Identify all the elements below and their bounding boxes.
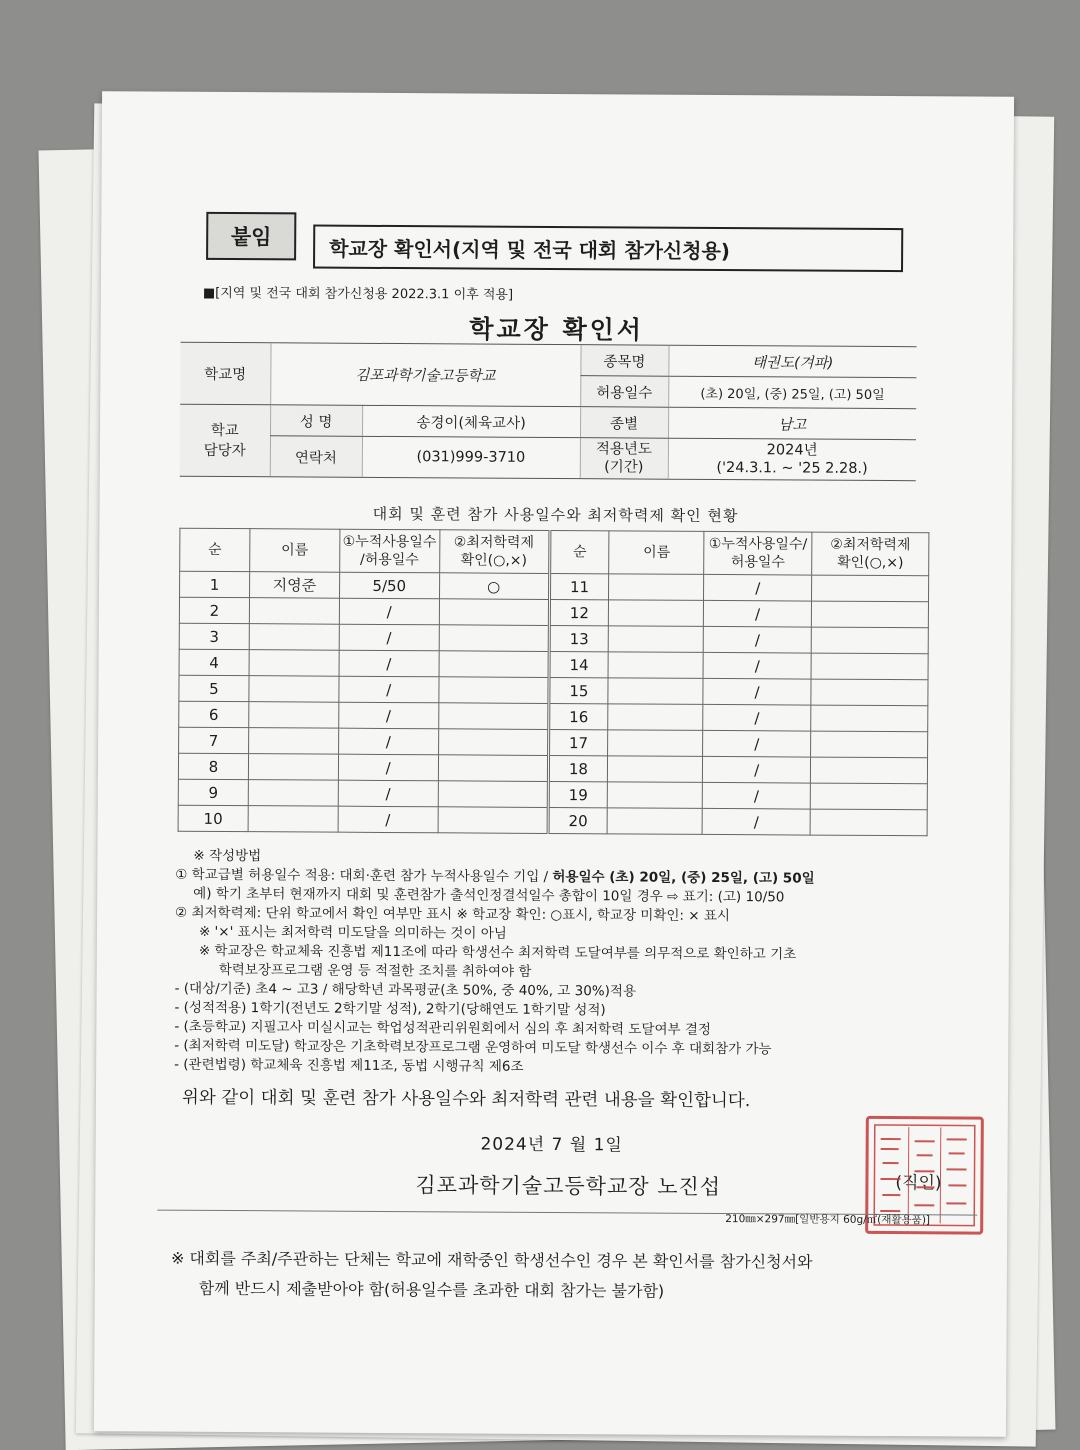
cell-name bbox=[608, 704, 703, 731]
cell-name bbox=[609, 574, 704, 601]
gender-label: 종별 bbox=[580, 407, 668, 439]
cell-no: 14 bbox=[549, 651, 609, 677]
contact-value: (031)999-3710 bbox=[362, 436, 580, 478]
cell-check: ○ bbox=[439, 573, 549, 600]
col-name-2: 이름 bbox=[609, 531, 704, 575]
col-name: 이름 bbox=[250, 529, 340, 573]
cell-days: / bbox=[704, 600, 812, 627]
cell-check bbox=[439, 625, 549, 652]
cell-name bbox=[608, 756, 703, 783]
instruction-4-cont: 학력보장프로그램 운영 등 적절한 조치를 취하여야 함 bbox=[218, 961, 532, 980]
cell-name bbox=[249, 702, 339, 729]
cell-days: / bbox=[702, 808, 810, 835]
seal-label: (직인) bbox=[895, 1173, 942, 1194]
cell-no: 10 bbox=[178, 805, 248, 831]
col-check-2: ②최저학력제 확인(○,×) bbox=[812, 532, 929, 576]
cell-check bbox=[438, 781, 548, 808]
cell-days: / bbox=[338, 702, 438, 729]
year-value: 2024년 bbox=[766, 442, 818, 459]
cell-check bbox=[438, 703, 548, 730]
cell-name bbox=[609, 626, 704, 653]
event-label: 종목명 bbox=[580, 345, 668, 377]
cell-check bbox=[811, 601, 928, 628]
instruction-1-example: 예) 학기 초부터 현재까지 대회 및 훈련참가 출석인정결석일수 총합이 10일 경우 ⇨ 표기: (고) 10/50 bbox=[193, 885, 785, 906]
manager-name: 송경이(체육교사) bbox=[362, 405, 580, 437]
cell-no: 2 bbox=[179, 597, 249, 623]
cell-check bbox=[812, 575, 929, 602]
cell-no: 16 bbox=[548, 703, 608, 729]
paper-size-note: 210㎜×297㎜[일반용지 60g/㎡(재활용품)] bbox=[725, 1213, 931, 1227]
detail-1: - (대상/기준) 초4 ~ 고3 / 해당학년 과목평균(초 50%, 중 40%, 고 30%)적용 bbox=[174, 980, 637, 1000]
cell-check bbox=[811, 627, 928, 654]
status-table bbox=[178, 528, 930, 837]
allowed-days-label: 허용일수 bbox=[580, 376, 668, 408]
cell-no: 5 bbox=[179, 675, 249, 701]
cell-name bbox=[249, 676, 339, 703]
cell-check bbox=[438, 729, 548, 756]
cell-check bbox=[438, 755, 548, 782]
cell-name bbox=[248, 754, 338, 781]
cell-days: / bbox=[339, 676, 439, 703]
cell-no: 19 bbox=[548, 781, 608, 807]
year-cell bbox=[668, 438, 916, 481]
cell-days: / bbox=[338, 728, 438, 755]
status-section-title: 대회 및 훈련 참가 사용일수와 최저학력제 확인 현황 bbox=[372, 504, 739, 526]
cell-days: / bbox=[704, 574, 812, 601]
instruction-4: ※ 학교장은 학교체육 진흥법 제11조에 따라 학생선수 최저학력 도달여부를 의무적으로 확인하고 기초 bbox=[198, 942, 797, 963]
allowed-days-value: (초) 20일, (중) 25일, (고) 50일 bbox=[668, 376, 916, 409]
period-value: ('24.3.1. ~ '25 2.28.) bbox=[716, 459, 868, 477]
cell-days: / bbox=[702, 782, 810, 809]
cell-check bbox=[811, 653, 928, 680]
cell-check bbox=[438, 807, 548, 834]
school-value: 김포과학기술고등학교 bbox=[270, 343, 580, 407]
cell-name bbox=[248, 728, 338, 755]
cell-name bbox=[608, 678, 703, 705]
cell-no: 20 bbox=[548, 807, 608, 833]
cell-days: / bbox=[339, 624, 439, 651]
contact-label: 연락처 bbox=[270, 436, 362, 478]
detail-5: - (관련법령) 학교체육 진흥법 제11조, 동법 시행규칙 제6조 bbox=[174, 1056, 524, 1075]
confirmation-statement: 위와 같이 대회 및 훈련 참가 사용일수와 최저학력 관련 내용을 확인합니다. bbox=[181, 1087, 751, 1112]
cell-days: / bbox=[703, 756, 811, 783]
header-title: 학교장 확인서(지역 및 전국 대회 참가신청용) bbox=[313, 225, 903, 273]
event-value: 태권도(겨파) bbox=[668, 345, 916, 378]
cell-no: 4 bbox=[179, 649, 249, 675]
cell-no: 7 bbox=[179, 727, 249, 753]
cell-days: / bbox=[703, 678, 811, 705]
col-no: 순 bbox=[180, 528, 250, 571]
cell-no: 9 bbox=[178, 779, 248, 805]
cell-no: 11 bbox=[549, 573, 609, 599]
cell-check bbox=[810, 783, 927, 810]
cell-name bbox=[608, 730, 703, 757]
cell-check bbox=[810, 757, 927, 784]
principal-name: 김포과학기술고등학교장 노진섭 bbox=[415, 1173, 722, 1200]
gender-value: 남고 bbox=[668, 407, 916, 440]
cell-days: / bbox=[338, 754, 438, 781]
cell-no: 12 bbox=[549, 599, 609, 625]
cell-no: 15 bbox=[548, 677, 608, 703]
cell-days: / bbox=[338, 806, 438, 833]
manager-label: 학교 담당자 bbox=[180, 404, 270, 477]
cell-no: 3 bbox=[179, 623, 249, 649]
issue-date: 2024년 7 월 1일 bbox=[480, 1134, 623, 1156]
cell-name bbox=[608, 782, 703, 809]
cell-days: / bbox=[703, 652, 811, 679]
instructions-title: ※ 작성방법 bbox=[193, 847, 262, 865]
cell-days: / bbox=[703, 730, 811, 757]
instruction-3: ※ '×' 표시는 최저학력 미도달을 의미하는 것이 아님 bbox=[198, 923, 507, 942]
cell-no: 17 bbox=[548, 729, 608, 755]
instruction-1-text: ① 학교급별 허용일수 적용: 대회·훈련 참가 누적사용일수 기입 / bbox=[175, 866, 553, 885]
cell-days: / bbox=[339, 650, 439, 677]
detail-3: - (초등학교) 지필고사 미실시교는 학업성적관리위원회에서 심의 후 최저학력 도달여부 결정 bbox=[174, 1018, 711, 1038]
col-days-2: ①누적사용일수/ 허용일수 bbox=[704, 531, 812, 575]
instruction-1-bold: 허용일수 (초) 20일, (중) 25일, (고) 50일 bbox=[552, 868, 815, 887]
col-no-2: 순 bbox=[549, 530, 609, 573]
cell-no: 13 bbox=[549, 625, 609, 651]
cell-check bbox=[811, 679, 928, 706]
school-label: 학교명 bbox=[180, 342, 270, 405]
cell-days: / bbox=[703, 626, 811, 653]
cell-check bbox=[811, 705, 928, 732]
cell-check bbox=[439, 599, 549, 626]
attachment-tag: 붙임 bbox=[206, 212, 296, 261]
detail-2: - (성적적용) 1학기(전년도 2학기말 성적), 2학기(당해연도 1학기말 성적) bbox=[174, 999, 606, 1019]
cell-name bbox=[249, 650, 339, 677]
cell-no: 6 bbox=[179, 701, 249, 727]
year-label: 적용년도 (기간) bbox=[580, 438, 668, 480]
cell-name bbox=[249, 624, 339, 651]
cell-name bbox=[249, 598, 339, 625]
cell-days: / bbox=[339, 598, 439, 625]
col-check: ②최저학력제 확인(○,×) bbox=[439, 530, 549, 574]
cell-days: / bbox=[338, 780, 438, 807]
detail-4: - (최저학력 미도달) 학교장은 기초학력보장프로그램 운영하여 미도달 학생선수 이수 후 대회참가 가능 bbox=[174, 1037, 772, 1058]
footer-note-line-2: 함께 반드시 제출받아야 함(허용일수를 초과한 대회 참가는 불가함) bbox=[198, 1278, 665, 1301]
info-table bbox=[180, 342, 917, 481]
col-days: ①누적사용일수 /허용일수 bbox=[339, 529, 439, 573]
cell-name bbox=[609, 600, 704, 627]
cell-no: 8 bbox=[178, 753, 248, 779]
cell-check bbox=[439, 677, 549, 704]
cell-no: 18 bbox=[548, 755, 608, 781]
cell-name bbox=[607, 808, 702, 835]
applicability-note: ■[지역 및 전국 대회 참가신청용 2022.3.1 이후 적용] bbox=[202, 285, 514, 303]
cell-name bbox=[248, 806, 338, 833]
document-page bbox=[94, 91, 1014, 1437]
cell-name bbox=[248, 780, 338, 807]
cell-check bbox=[810, 809, 927, 836]
footer-note bbox=[171, 1244, 813, 1308]
instructions bbox=[174, 847, 955, 1080]
cell-days: / bbox=[703, 704, 811, 731]
table-row bbox=[178, 805, 927, 836]
cell-check bbox=[439, 651, 549, 678]
cell-check bbox=[811, 731, 928, 758]
cell-days: 5/50 bbox=[339, 572, 439, 599]
footer-note-line-1: ※ 대회를 주최/주관하는 단체는 학교에 재학중인 학생선수인 경우 본 확인서를 참가신청서와 bbox=[170, 1248, 813, 1272]
page-title: 학교장 확인서 bbox=[469, 314, 645, 345]
cell-no: 1 bbox=[180, 571, 250, 597]
cell-name: 지영준 bbox=[249, 572, 339, 599]
name-label: 성 명 bbox=[270, 405, 362, 437]
cell-name bbox=[608, 652, 703, 679]
instruction-2: ② 최저학력제: 단위 학교에서 확인 여부만 표시 ※ 학교장 확인: ○표시, 학교장 미확인: × 표시 bbox=[175, 904, 730, 925]
